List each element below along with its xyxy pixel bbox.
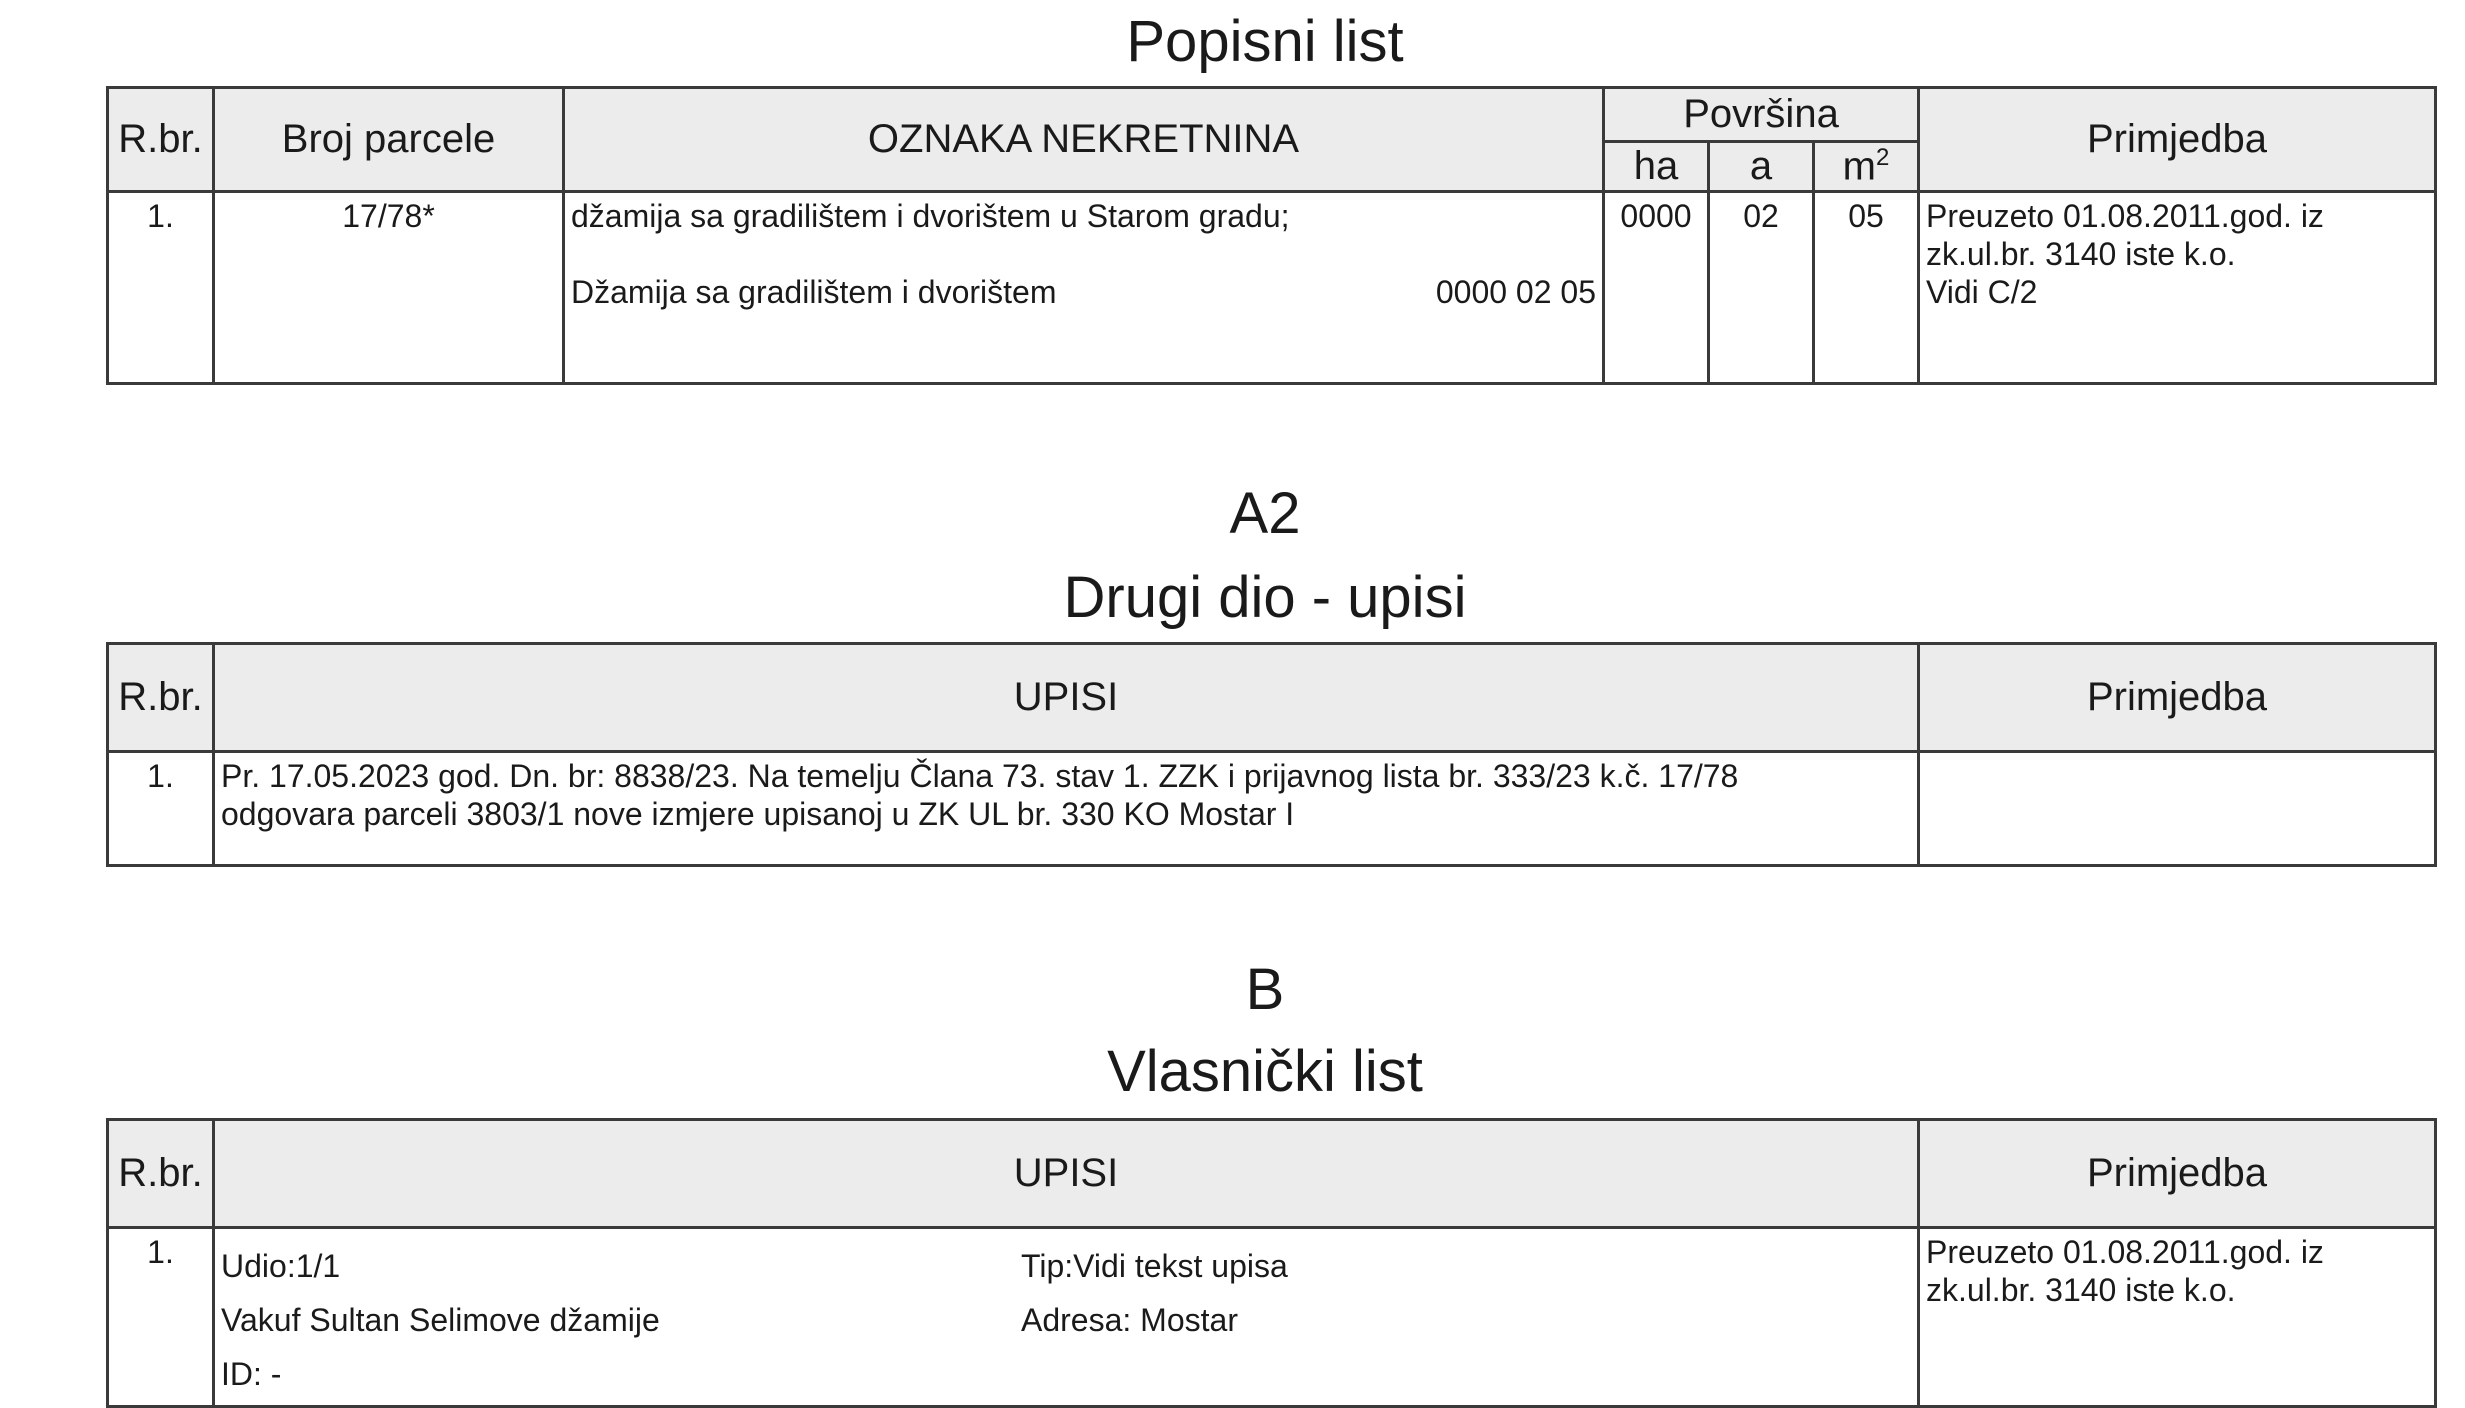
section-b-letter: B	[1245, 957, 1285, 1022]
header-upisi: UPISI	[214, 644, 1919, 752]
row-broj-parcele: 17/78*	[342, 198, 435, 234]
row-oznaka-line1: džamija sa gradilištem i dvorištem u Starom gradu;	[571, 198, 1290, 234]
header-m2	[1814, 142, 1919, 192]
table-row	[108, 192, 2436, 384]
table-row	[108, 1228, 2436, 1407]
vlasnicki-list-table	[106, 1118, 2437, 1408]
header-m-superscript: 2	[1875, 143, 1890, 171]
row-adresa: Adresa: Mostar	[1021, 1302, 1238, 1338]
header-primjedba: Primjedba	[1919, 88, 2436, 192]
header-povrsina: Površina	[1604, 88, 1919, 142]
popisni-list-table	[106, 86, 2437, 385]
header-a: a	[1709, 142, 1814, 192]
header-oznaka-nekretnina: OZNAKA NEKRETNINA	[564, 88, 1604, 192]
row-primjedba-line2: zk.ul.br. 3140 iste k.o.	[1926, 236, 2236, 272]
row-rbr: 1.	[147, 1234, 174, 1270]
section-a2-title: Drugi dio - upisi	[1063, 565, 1467, 630]
row-vlasnik: Vakuf Sultan Selimove džamije	[221, 1302, 660, 1338]
drugi-dio-table	[106, 642, 2437, 867]
header-primjedba: Primjedba	[1919, 1120, 2436, 1228]
row-udio: Udio:1/1	[221, 1248, 341, 1284]
row-upis-line1: Pr. 17.05.2023 god. Dn. br: 8838/23. Na temelju Člana 73. stav 1. ZZK i prijavnog lista br. 333/23 k.č. 17/78	[221, 758, 1739, 794]
row-oznaka-line2: Džamija sa gradilištem i dvorištem	[571, 274, 1057, 310]
header-rbr: R.br.	[108, 1120, 214, 1228]
row-primjedba-line1: Preuzeto 01.08.2011.god. iz	[1926, 198, 2324, 234]
header-broj-parcele: Broj parcele	[214, 88, 564, 192]
table-row	[108, 752, 2436, 866]
row-tip: Tip:Vidi tekst upisa	[1021, 1248, 1288, 1284]
row-id: ID: -	[221, 1356, 282, 1392]
header-rbr: R.br.	[108, 644, 214, 752]
header-ha: ha	[1604, 142, 1709, 192]
row-ha: 0000	[1620, 198, 1692, 234]
row-m2: 05	[1848, 198, 1884, 234]
section-b-title: Vlasnički list	[1107, 1039, 1423, 1104]
header-rbr: R.br.	[108, 88, 214, 192]
section-a2-letter: A2	[1229, 481, 1301, 546]
row-primjedba-line2: zk.ul.br. 3140 iste k.o.	[1926, 1272, 2236, 1308]
row-rbr: 1.	[147, 758, 174, 794]
row-primjedba	[1920, 753, 2434, 761]
row-primjedba-line3: Vidi C/2	[1926, 274, 2038, 310]
section-a1-title: Popisni list	[1126, 9, 1404, 74]
row-oznaka-area: 0000 02 05	[1435, 274, 1596, 310]
header-primjedba: Primjedba	[1919, 644, 2436, 752]
row-upis-line2: odgovara parceli 3803/1 nove izmjere upisanoj u ZK UL br. 330 KO Mostar I	[221, 796, 1295, 832]
header-m-label: m	[1842, 144, 1876, 189]
header-upisi: UPISI	[214, 1120, 1919, 1228]
row-rbr: 1.	[147, 198, 174, 234]
row-a: 02	[1743, 198, 1779, 234]
row-primjedba-line1: Preuzeto 01.08.2011.god. iz	[1926, 1234, 2324, 1270]
